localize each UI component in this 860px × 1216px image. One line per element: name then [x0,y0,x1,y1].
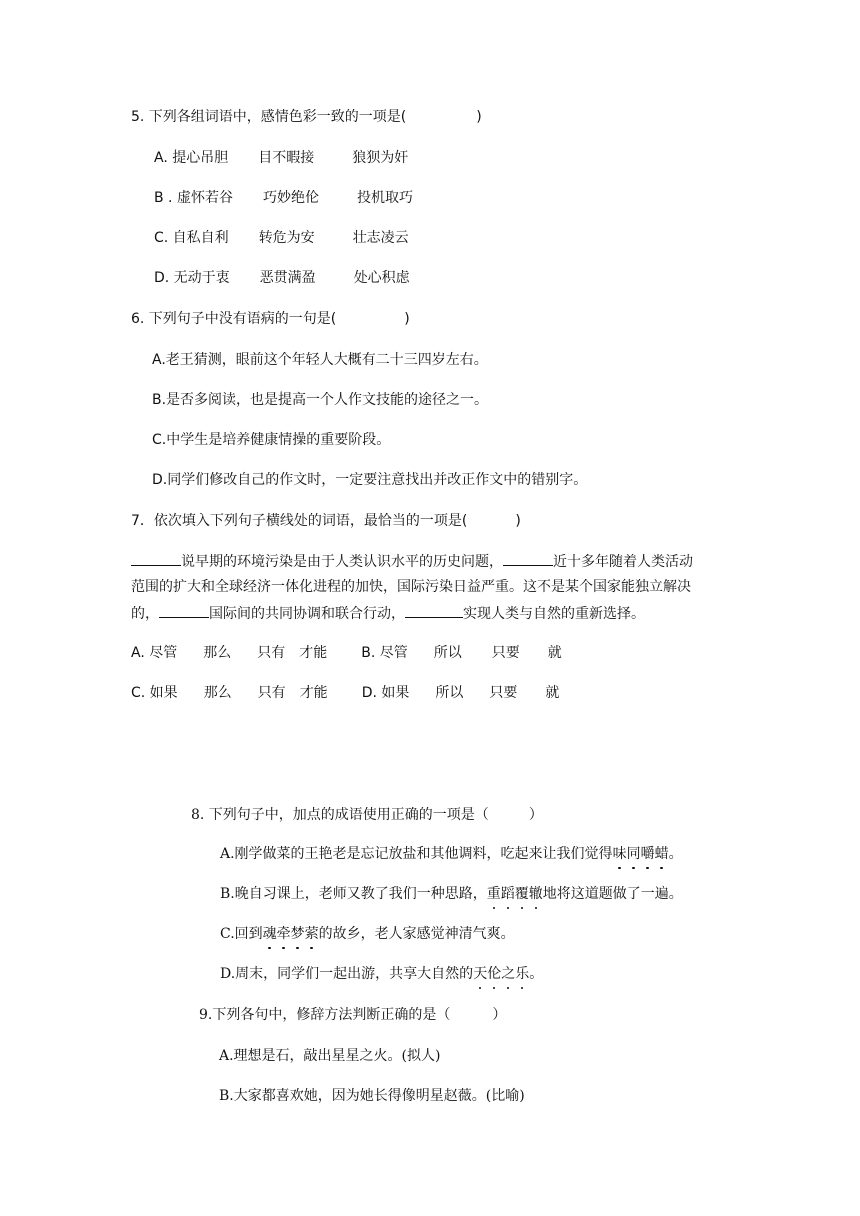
q6-stem-text: 6. 下列句子中没有语病的一句是( [131,311,337,327]
fill-blank-4[interactable] [405,603,463,618]
option-text: 目不暇接 [258,150,315,166]
dotted-char: 覆 [514,886,529,902]
dotted-char: 天 [473,966,488,982]
q9-stem-close: ） [492,1007,507,1023]
q7-options-row1 [131,643,562,663]
q5-option-b [154,188,413,208]
q7-stem [131,511,521,531]
dotted-char: 萦 [304,926,319,942]
q8-stem [191,805,543,825]
option-text: 就 [545,685,560,701]
q8-option-a [220,844,683,864]
option-text: A. 提心吊胆 [154,150,229,166]
option-text: D.周末，同学们一起出游，共享大自然的 [220,966,474,982]
option-text: B . 虚怀若谷 [154,190,233,206]
option-text: 只要 [489,685,518,701]
option-text: 。 [529,966,544,982]
dotted-char: 蜡 [654,846,669,862]
option-text: 的故乡，老人家感觉神清气爽。 [318,926,515,942]
option-text: 才能 [299,645,328,661]
option-text: D. 无动于衷 [154,270,230,286]
dotted-char: 乐 [515,966,530,982]
q7-paragraph-line3 [131,603,645,624]
q9-stem [199,1005,506,1025]
q9-stem-text: 9.下列各句中，修辞方法判断正确的是（ [199,1007,451,1023]
option-text: 那么 [203,645,232,661]
fill-blank-2[interactable] [503,551,553,566]
q7-stem-close: ) [515,513,521,529]
option-text: 投机取巧 [356,190,413,206]
option-text: B. 尽管 [361,645,408,661]
dotted-char: 魂 [262,926,277,942]
q9-option-b: B.大家都喜欢她，因为她长得像明星赵薇。(比喻) [219,1088,525,1104]
q8-stem-text: 8. 下列句子中，加点的成语使用正确的一项是（ [191,807,489,823]
q5-option-c [154,228,409,248]
q6-option-b: B.是否多阅读，也是提高一个人作文技能的途径之一。 [152,392,489,408]
option-text: 只有 [257,645,286,661]
q8-option-c [220,924,515,944]
q5-stem-text: 5. 下列各组词语中，感情色彩一致的一项是( [131,109,407,125]
q8-option-b [220,884,683,904]
option-text: 转危为安 [258,230,315,246]
option-text: B.晚自习课上，老师又教了我们一种思路， [220,886,487,902]
q6-stem [131,309,410,329]
option-text: 才能 [299,685,328,701]
option-text: 。 [668,846,683,862]
option-text: 恶贯满盈 [259,270,316,286]
q5-option-d [154,268,410,288]
q5-option-a [154,148,408,168]
option-text: 巧妙绝伦 [262,190,319,206]
q7-paragraph-line2: 范围的扩大和全球经济一体化进程的加快，国际污染日益严重。这不是某个国家能独立解决 [131,579,691,595]
option-text: 壮志凌云 [352,230,409,246]
option-text: C.回到 [220,926,263,942]
q6-option-d: D.同学们修改自己的作文时，一定要注意找出并改正作文中的错别字。 [152,472,588,488]
option-text: 只有 [257,685,286,701]
dotted-char: 伦 [487,966,502,982]
q8-stem-close: ） [528,807,543,823]
q9-option-a: A.理想是石，敲出星星之火。(拟人) [219,1048,441,1064]
q6-stem-close: ) [404,311,410,327]
dotted-char: 味 [612,846,627,862]
option-text: 只要 [491,645,520,661]
option-text: D. 如果 [361,685,410,701]
q7-options-row2 [131,683,559,703]
dotted-char: 之 [501,966,516,982]
option-text: A. 尽管 [131,645,178,661]
dotted-char: 梦 [290,926,305,942]
dotted-char: 蹈 [500,886,515,902]
q7-stem-text: 7．依次填入下列句子横线处的词语，最恰当的一项是( [131,513,468,529]
option-text: C. 自私自利 [154,230,229,246]
option-text: 狼狈为奸 [352,150,409,166]
option-text: A.刚学做菜的王艳老是忘记放盐和其他调料，吃起来让我们觉得 [220,846,613,862]
q7-text: 说早期的环境污染是由于人类认识水平的历史问题， [181,554,503,570]
q7-text: 近十多年随着人类活动 [553,554,693,570]
dotted-char: 同 [626,846,641,862]
q7-text: 实现人类与自然的重新选择。 [463,606,645,622]
option-text: 就 [547,645,562,661]
option-text: 处心积虑 [353,270,410,286]
fill-blank-3[interactable] [159,603,209,618]
dotted-char: 嚼 [640,846,655,862]
q6-option-c: C.中学生是培养健康情操的重要阶段。 [152,432,391,448]
option-text: 所以 [435,685,464,701]
dotted-char: 牵 [276,926,291,942]
q6-option-a: A.老王猜测，眼前这个年轻人大概有二十三四岁左右。 [152,352,488,368]
q7-paragraph-line1 [131,551,693,572]
q8-option-d [220,964,543,984]
dotted-char: 辙 [528,886,543,902]
option-text: 所以 [433,645,462,661]
q7-text: 国际间的共同协调和联合行动， [209,606,405,622]
option-text: 那么 [203,685,232,701]
q5-stem-close: ) [476,109,482,125]
q5-stem [131,107,482,127]
option-text: 地将这道题做了一遍。 [542,886,683,902]
dotted-char: 重 [486,886,501,902]
fill-blank-1[interactable] [131,551,181,566]
option-text: C. 如果 [131,685,178,701]
q7-text: 的， [131,606,159,622]
